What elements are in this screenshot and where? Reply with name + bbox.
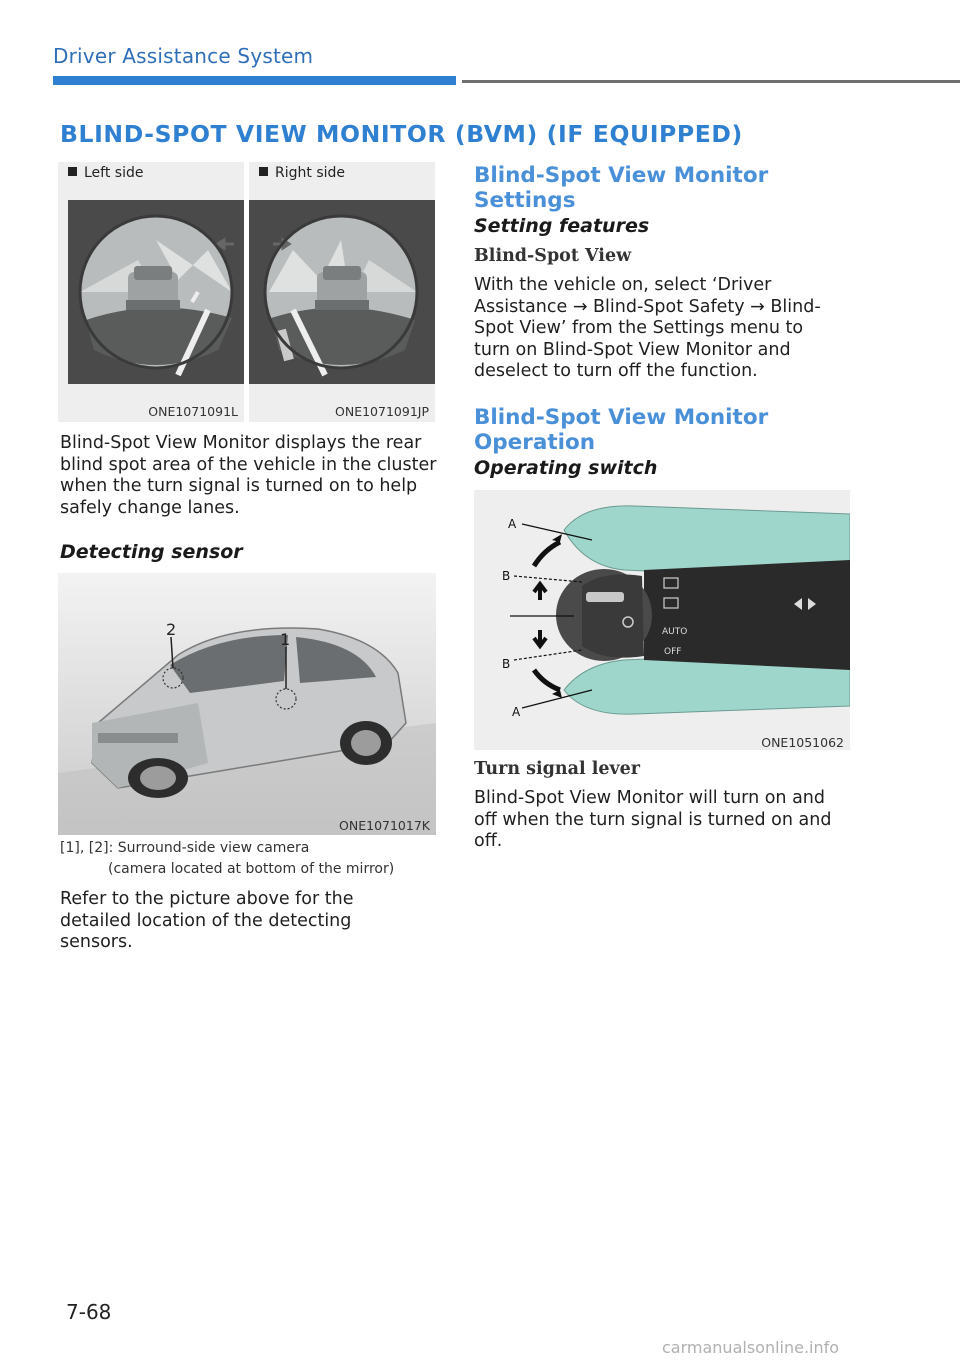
operation-body: Blind-Spot View Monitor will turn on and off when the turn signal is turned on and off. <box>474 788 832 851</box>
label-b-top: B <box>502 569 511 583</box>
detecting-body: Refer to the picture above for the detailed location of the detecting sensors. <box>60 889 354 952</box>
lever-off-label: OFF <box>664 647 682 657</box>
left-figure-code: ONE1071091L <box>148 404 238 419</box>
blind-spot-view-item-title: Blind-Spot View <box>474 246 632 266</box>
watermark: carmanualsonline.info <box>662 1338 840 1357</box>
right-side-figure <box>249 162 435 422</box>
right-side-tag: Right side <box>259 165 345 181</box>
sensor-note-line-2: (camera located at bottom of the mirror) <box>108 861 395 877</box>
turn-signal-lever-title: Turn signal lever <box>474 759 641 779</box>
settings-body: With the vehicle on, select ‘Driver Assistance → Blind-Spot Safety → Blind-Spot View’ from the Settings menu to turn on Blind-Spot View Monitor and deselect to turn off the function. <box>474 275 821 381</box>
setting-features-heading: Setting features <box>474 215 650 237</box>
label-a-bottom: A <box>512 705 521 719</box>
switch-figure <box>474 490 850 750</box>
lever-auto-label: AUTO <box>662 627 688 637</box>
label-b-bottom: B <box>502 657 511 671</box>
sensor-figure <box>58 573 436 835</box>
operating-switch-heading: Operating switch <box>474 457 658 479</box>
vehicle-camera-location-image <box>58 573 436 835</box>
left-side-figure <box>58 162 244 422</box>
left-blind-spot-view-image <box>68 200 244 384</box>
page-number: 7-68 <box>66 1300 112 1324</box>
switch-figure-code: ONE1051062 <box>761 735 844 750</box>
header-bar-rule <box>462 80 960 83</box>
turn-signal-lever-image <box>474 490 850 730</box>
intro-paragraph: Blind-Spot View Monitor displays the rear blind spot area of the vehicle in the cluster when the turn signal is turned on to help safely change lanes. <box>60 433 437 518</box>
page-title: BLIND-SPOT VIEW MONITOR (BVM) (IF EQUIPPED) <box>60 120 743 148</box>
sensor-figure-code: ONE1071017K <box>339 818 430 833</box>
sensor-note-line-1: [1], [2]: Surround-side view camera <box>60 840 310 856</box>
settings-heading: Blind-Spot View Monitor Settings <box>474 163 769 213</box>
operation-heading: Blind-Spot View Monitor Operation <box>474 405 769 455</box>
label-a-top: A <box>508 517 517 531</box>
square-bullet-icon <box>259 167 268 176</box>
right-figure-code: ONE1071091JP <box>335 404 429 419</box>
square-bullet-icon <box>68 167 77 176</box>
header-bar-accent <box>53 76 456 85</box>
right-blind-spot-view-image <box>249 200 435 384</box>
left-side-tag: Left side <box>68 165 143 181</box>
camera-label-1: 1 <box>280 630 291 649</box>
detecting-sensor-heading: Detecting sensor <box>60 541 243 563</box>
section-label: Driver Assistance System <box>53 44 314 68</box>
camera-label-2: 2 <box>166 620 177 639</box>
